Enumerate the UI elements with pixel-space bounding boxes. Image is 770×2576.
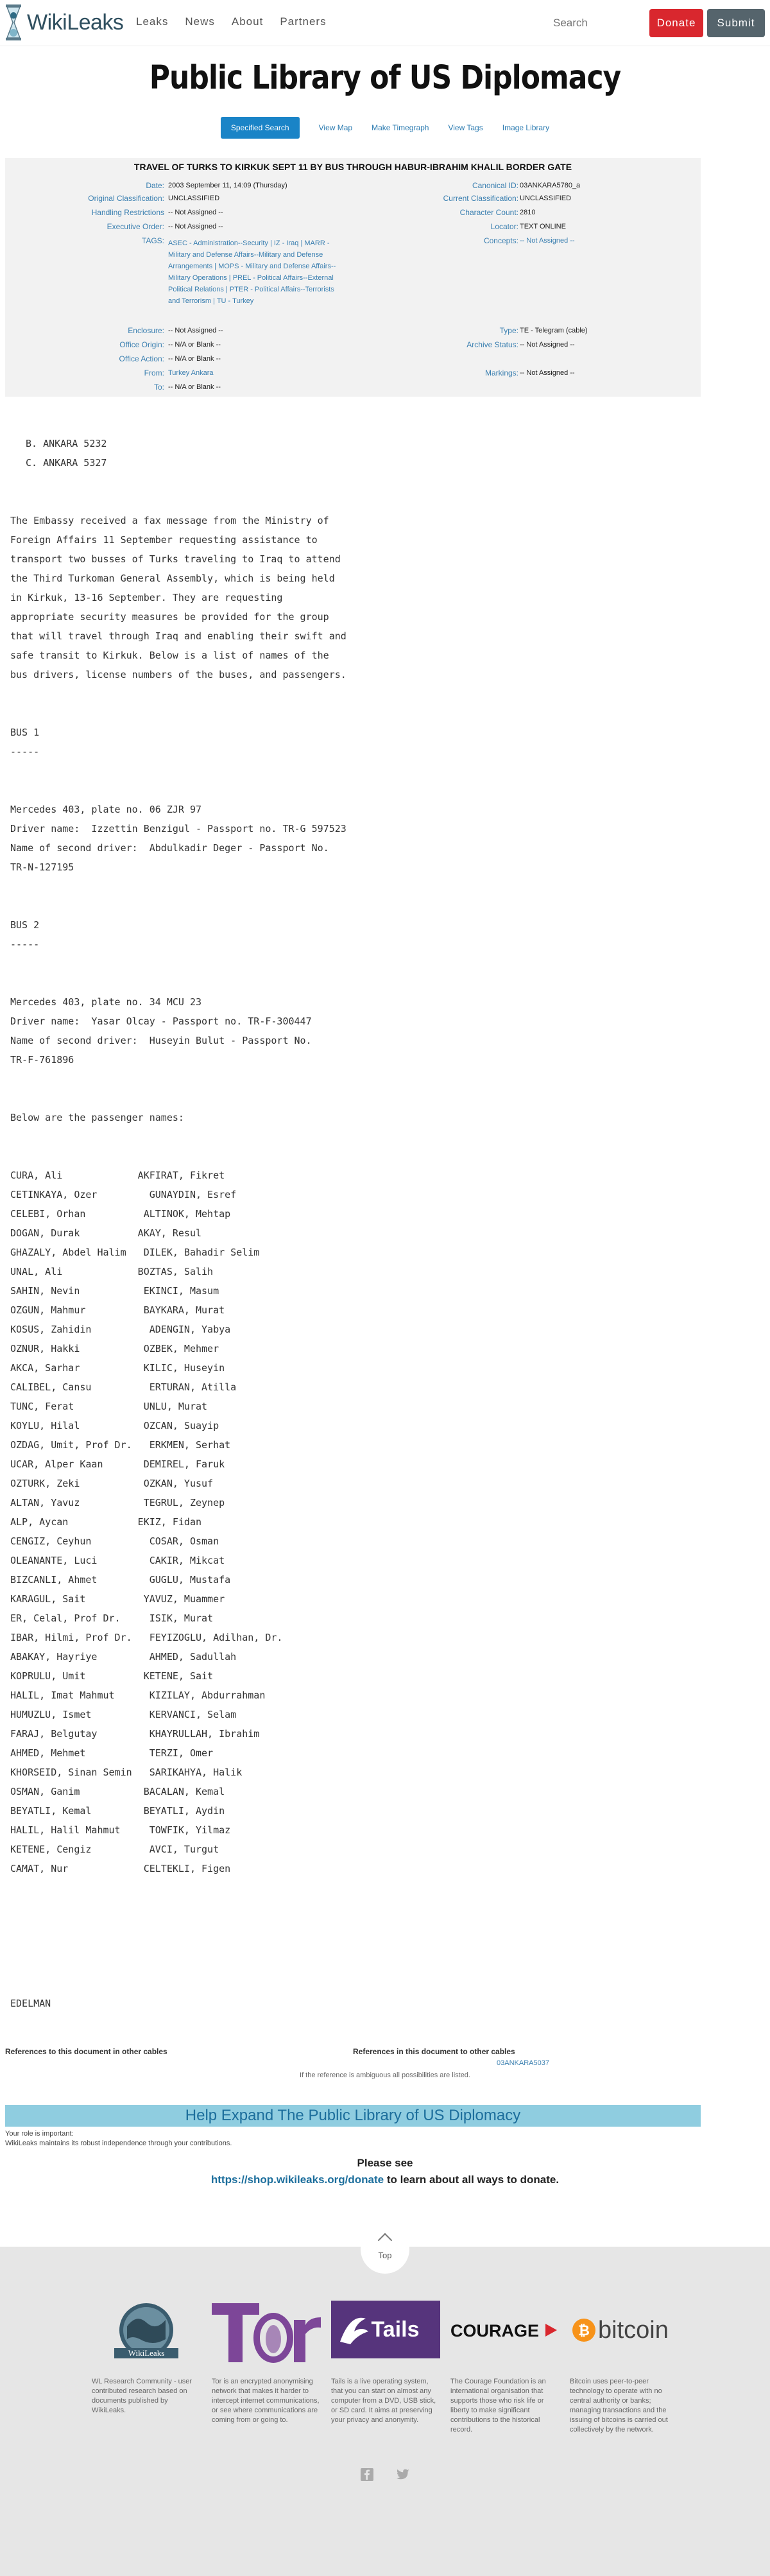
tor-description: Tor is an encrypted anonymising network that makes it harder to intercept internet communications, or see where communications are coming from or going to. — [212, 2378, 320, 2424]
bus2-details: Mercedes 403, plate no. 34 MCU 23 Driver name: Yasar Olcay - Passport no. TR-F-300447 Name of second driver: Huseyin Bulut - Passport No. TR-F-761896 — [10, 996, 312, 1066]
tags-label: TAGS: — [141, 236, 164, 245]
date-value: 2003 September 11, 14:09 (Thursday) — [168, 182, 287, 189]
sub-navigation — [0, 117, 770, 139]
tag-pter[interactable]: PTER - Political Affairs--Terrorists and Terrorism — [168, 286, 334, 305]
tab-view-map[interactable]: View Map — [318, 123, 353, 132]
tab-make-timegraph[interactable]: Make Timegraph — [372, 123, 429, 132]
wikileaks-logo[interactable] — [5, 4, 123, 41]
back-to-top-button[interactable] — [361, 2225, 409, 2274]
tab-image-library[interactable]: Image Library — [502, 123, 550, 132]
curr-class-value: UNCLASSIFIED — [520, 194, 572, 202]
top-label: Top — [378, 2251, 392, 2260]
char-count-value: 2810 — [520, 209, 536, 216]
enclosure-value: -- Not Assigned -- — [168, 327, 223, 334]
curr-class-label: Current Classification: — [443, 194, 518, 203]
office-action-value: -- N/A or Blank -- — [168, 355, 221, 363]
tag-marr[interactable]: MARR - Military and Defense Affairs--Military and Defense Arrangements — [168, 239, 330, 270]
locator-value: TEXT ONLINE — [520, 223, 566, 230]
tails-logo-text: Tails — [371, 2317, 420, 2342]
tag-asec[interactable]: ASEC - Administration--Security — [168, 239, 268, 247]
exec-order-label: Executive Order: — [107, 222, 164, 231]
help-banner: Help Expand The Public Library of US Diplomacy — [5, 2105, 701, 2127]
exec-order-value: -- Not Assigned -- — [168, 223, 223, 230]
donate-link[interactable]: https://shop.wikileaks.org/donate — [210, 2174, 384, 2186]
ambiguous-note: If the reference is ambiguous all possibilities are listed. — [300, 2071, 470, 2079]
cable-intro: The Embassy received a fax message from the Ministry of Foreign Affairs 11 September requesting assistance to transport two busses of Turks traveling to Iraq to attend the Third Turkoman General Assembly, which is being held in Kirkuk, 13-16 September. They are requesting appropriate security measures be provided for the group that will travel through Iraq and enabling their swift and safe transit to Kirkuk. Below is a list of names of the bus drivers, license numbers of the buses, and passengers. — [10, 515, 346, 680]
passenger-list: CURA, Ali AKFIRAT, Fikret CETINKAYA, Ozer GUNAYDIN, Esref CELEBI, Orhan ALTINOK, Mehtap DOGAN, Durak AKAY, Resul GHAZALY, Abdel Halim DILEK, Bahadir Selim UNAL, Ali BOZTAS, Salih SAHIN, Nevin EKINCI, Masum OZGUN, Mahmur BAYKARA, Murat KOSUS, Zahidin ADENGIN, Yabya OZNUR, Hakki OZBEK, Mehmer AKCA, Sarhar KILIC, Huseyin CALIBEL, Cansu ERTURAN, Atilla TUNC, Ferat UNLU, Murat KOYLU, Hilal OZCAN, Suayip OZDAG, Umit, Prof Dr. ERKMEN, Serhat UCAR, Alper Kaan DEMIREL, Faruk OZTURK, Zeki OZKAN, Yusuf ALTAN, Yavuz TEGRUL, Zeynep ALP, Aycan EKIZ, Fidan CENGIZ, Ceyhun COSAR, Osman OLEANANTE, Luci CAKIR, Mikcat BIZCANLI, Ahmet GUGLU, Mustafa KARAGUL, Sait YAVUZ, Muammer ER, Celal, Prof Dr. ISIK, Murat IBAR, Hilmi, Prof Dr. FEYIZOGLU, Adilhan, Dr. ABAKAY, Hayriye AHMED, Sadullah KOPRULU, Umit KETENE, Sait HALIL, Imat Mahmut KIZILAY, Abdurrahman HUMUZLU, Ismet KERVANCI, Selam FARAJ, Belgutay KHAYRULLAH, Ibrahim AHMED, Mehmet TERZI, Omer KHORSEID, Sinan Semin SARIKAHYA, Halik OSMAN, Ganim BACALAN, Kemal BEYATLI, Kemal BEYATLI, Aydin HALIL, Halil Mahmut TOWFIK, Yilmaz KETENE, Cengiz AVCI, Turgut CAMAT, Nur CELTEKLI, Figen — [10, 1170, 283, 1874]
nav-about[interactable]: About — [231, 15, 264, 28]
handling-label: Handling Restrictions — [91, 208, 164, 217]
svg-text:₿: ₿ — [578, 2322, 590, 2338]
concepts-value: -- Not Assigned -- — [520, 237, 575, 245]
nav-news[interactable]: News — [185, 15, 215, 28]
orig-class-value: UNCLASSIFIED — [168, 194, 220, 202]
office-origin-value: -- N/A or Blank -- — [168, 341, 221, 349]
office-action-label: Office Action: — [119, 354, 164, 363]
tor-logo[interactable] — [212, 2301, 321, 2365]
bitcoin-logo[interactable] — [570, 2301, 685, 2365]
ref-link[interactable]: 03ANKARA5037 — [497, 2059, 549, 2067]
markings-label: Markings: — [484, 368, 518, 377]
bitcoin-description: Bitcoin uses peer-to-peer technology to operate with no central authority or banks; managing transactions and the issuing of bitcoins is carried out collectively by the network. — [570, 2378, 668, 2433]
tab-specified-search[interactable]: Specified Search — [221, 117, 300, 139]
to-value: -- N/A or Blank -- — [168, 383, 221, 391]
chevron-up-icon — [378, 2233, 393, 2248]
donate-line-rest: to learn about all ways to donate. — [384, 2174, 560, 2186]
logo-text: WikiLeaks — [27, 10, 124, 35]
enclosure-label: Enclosure: — [128, 326, 164, 335]
tag-prel[interactable]: PREL - Political Affairs--External Political Relations — [168, 274, 334, 293]
type-value: TE - Telegram (cable) — [520, 327, 588, 334]
courage-logo-text: COURAGE — [450, 2321, 540, 2340]
wl-research-description: WL Research Community - user contributed research based on documents published by WikiLeaks. — [92, 2378, 193, 2414]
concepts-label: Concepts: — [483, 236, 518, 245]
donate-button[interactable]: Donate — [649, 9, 703, 37]
canonical-id-label: Canonical ID: — [472, 181, 518, 190]
date-label: Date: — [146, 181, 164, 190]
tails-description: Tails is a live operating system, that you can start on almost any computer from a DVD, USB stick, or SD card. It aims at preserving your privacy and anonymity. — [331, 2378, 436, 2424]
tag-mops[interactable]: MOPS - Military and Defense Affairs--Military Operations — [168, 263, 336, 282]
independence-text: WikiLeaks maintains its robust independence through your contributions. — [5, 2139, 232, 2147]
submit-button[interactable]: Submit — [707, 9, 765, 37]
cable-title: TRAVEL OF TURKS TO KIRKUK SEPT 11 BY BUS THROUGH HABUR-IBRAHIM KHALIL BORDER GATE — [133, 162, 572, 172]
nav-leaks[interactable]: Leaks — [136, 15, 169, 28]
search-input[interactable] — [545, 10, 642, 36]
type-label: Type: — [499, 326, 518, 335]
tag-iz[interactable]: IZ - Iraq — [273, 239, 299, 247]
courage-description: The Courage Foundation is an international organisation that supports those who risk life or liberty to make significant contributions to the historical record. — [450, 2378, 546, 2433]
to-label: To: — [153, 383, 164, 392]
twitter-icon[interactable] — [395, 2467, 411, 2482]
passengers-heading: Below are the passenger names: — [10, 1112, 184, 1123]
from-label: From: — [144, 368, 164, 377]
role-text: Your role is important: — [5, 2130, 74, 2138]
nav-partners[interactable]: Partners — [280, 15, 327, 28]
locator-label: Locator: — [490, 222, 518, 231]
page-title: Public Library of US Diplomacy — [149, 59, 621, 97]
refs-to-this-heading: References to this document in other cables — [5, 2047, 167, 2056]
tails-logo[interactable] — [331, 2301, 440, 2365]
donate-line — [0, 2174, 770, 2186]
facebook-icon[interactable] — [359, 2467, 375, 2482]
main-nav — [136, 15, 327, 28]
tab-view-tags[interactable]: View Tags — [448, 123, 483, 132]
archive-status-label: Archive Status: — [466, 340, 518, 349]
handling-value: -- Not Assigned -- — [168, 209, 223, 216]
archive-status-value: -- Not Assigned -- — [520, 341, 575, 349]
please-see: Please see — [357, 2157, 413, 2169]
char-count-label: Character Count: — [459, 208, 518, 217]
from-value[interactable]: Turkey Ankara — [168, 369, 214, 377]
bus1-details: Mercedes 403, plate no. 06 ZJR 97 Driver name: Izzettin Benzigul - Passport no. TR-G 597523 Name of second driver: Abdulkadir Deger - Passport No. TR-N-127195 — [10, 804, 346, 873]
wl-logo-text: WikiLeaks — [128, 2348, 165, 2358]
tags-list: ASEC - Administration--Security | IZ - Iraq | MARR - Military and Defense Affairs--Military and Defense Arrangements | MOPS - Military and Defense Affairs--Military Operations | PREL - Political Affairs--External Political Relations | PTER - Political Affairs--Terrorists and Terrorism | TU - Turkey — [168, 239, 336, 305]
courage-logo[interactable] — [450, 2301, 560, 2365]
signature: EDELMAN — [10, 1998, 51, 2009]
markings-value: -- Not Assigned -- — [520, 369, 575, 377]
orig-class-label: Original Classification: — [88, 194, 164, 203]
bus2-heading: BUS 2 ----- — [10, 919, 40, 950]
cable-references: B. ANKARA 5232 C. ANKARA 5327 — [26, 438, 107, 469]
office-origin-label: Office Origin: — [119, 340, 164, 349]
bus1-heading: BUS 1 ----- — [10, 727, 40, 757]
refs-in-this-heading: References in this document to other cables — [353, 2047, 515, 2056]
hourglass-icon — [5, 4, 22, 41]
canonical-id-value: 03ANKARA5780_a — [520, 182, 581, 189]
wl-research-logo[interactable] — [108, 2301, 185, 2365]
tag-tu[interactable]: TU - Turkey — [216, 297, 254, 305]
top-navigation-bar — [0, 0, 770, 46]
bitcoin-logo-text: bitcoin — [598, 2317, 669, 2344]
